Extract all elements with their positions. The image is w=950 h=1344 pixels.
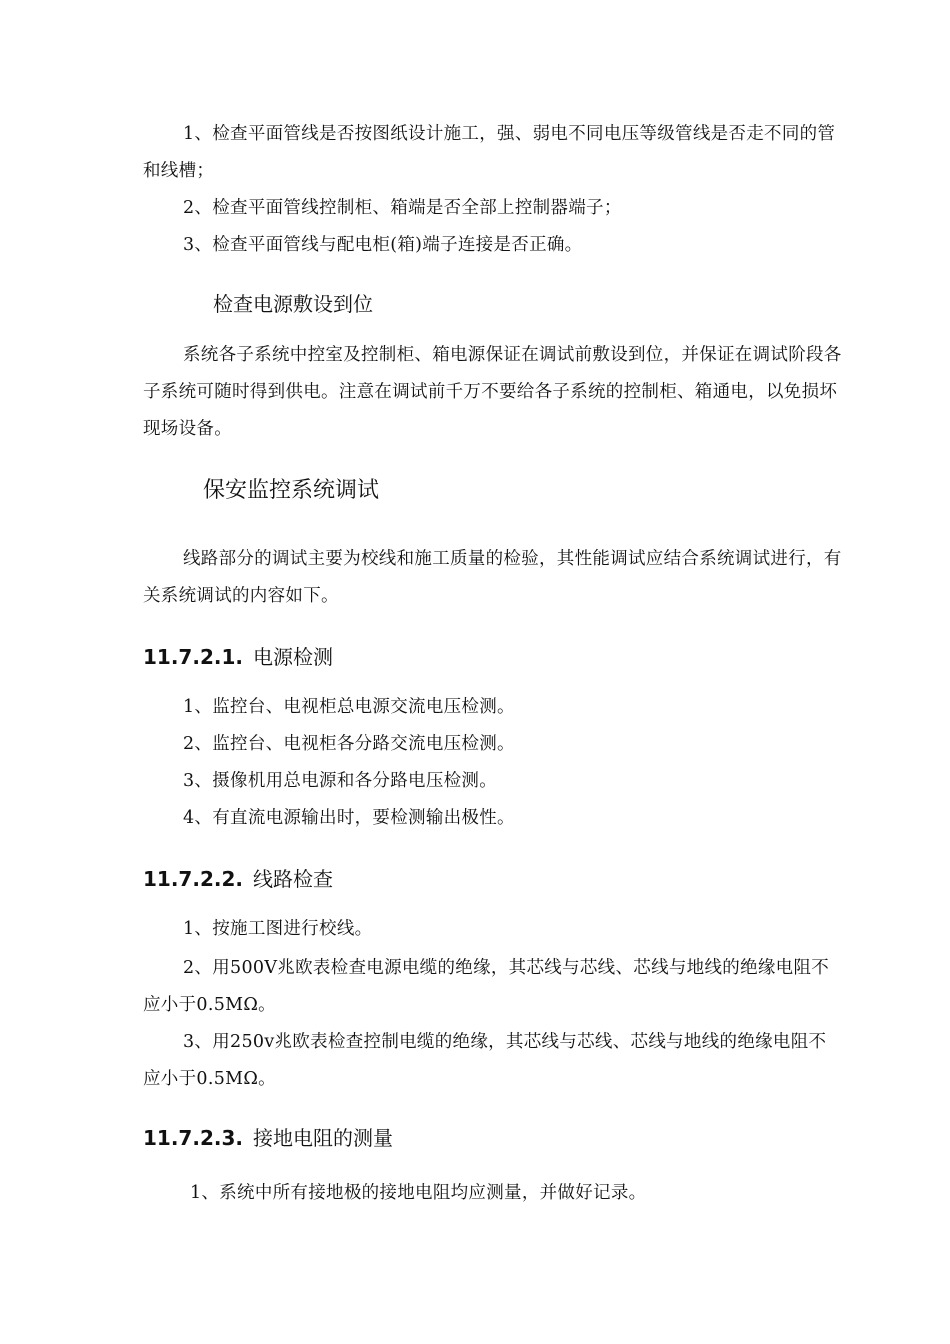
- section-number: 11.7.2.1.: [143, 645, 243, 669]
- list-item: 3、摄像机用总电源和各分路电压检测。: [183, 771, 498, 791]
- section-number: 11.7.2.2.: [143, 867, 243, 891]
- list-item: 3、用250v兆欧表检查控制电缆的绝缘，其芯线与芯线、芯线与地线的绝缘电阻不应小于0.5MΩ。: [143, 1032, 827, 1089]
- section-title: 接地电阻的测量: [252, 1126, 393, 1150]
- paragraph-security-debug: 线路部分的调试主要为校线和施工质量的检验，其性能调试应结合系统调试进行，有关系统调试的内容如下。: [143, 549, 842, 606]
- heading-power-laying: 检查电源敷设到位: [213, 292, 373, 316]
- list-item: 1、监控台、电视柜总电源交流电压检测。: [183, 697, 515, 717]
- list-item: 1、按施工图进行校线。: [183, 919, 373, 939]
- list-item: 2、监控台、电视柜各分路交流电压检测。: [183, 734, 515, 754]
- paragraph-check-distribution-terminal: 3、检查平面管线与配电柜(箱)端子连接是否正确。: [183, 235, 583, 255]
- heading-line-check: [143, 864, 333, 894]
- section-title: 电源检测: [252, 645, 333, 669]
- list-item: 4、有直流电源输出时，要检测输出极性。: [183, 808, 515, 828]
- heading-power-detection: [143, 642, 333, 672]
- list-item: 2、用500V兆欧表检查电源电缆的绝缘，其芯线与芯线、芯线与地线的绝缘电阻不应小于0.5MΩ。: [143, 958, 830, 1015]
- section-number: 11.7.2.3.: [143, 1126, 243, 1150]
- list-item: 1、系统中所有接地极的接地电阻均应测量，并做好记录。: [190, 1183, 647, 1203]
- paragraph-check-control-cabinet: 2、检查平面管线控制柜、箱端是否全部上控制器端子；: [183, 198, 622, 218]
- paragraph-power-laying: 系统各子系统中控室及控制柜、箱电源保证在调试前敷设到位，并保证在调试阶段各子系统可随时得到供电。注意在调试前千万不要给各子系统的控制柜、箱通电，以免损坏现场设备。: [143, 345, 842, 439]
- section-title: 线路检查: [252, 867, 333, 891]
- paragraph-check-pipeline-design: 1、检查平面管线是否按图纸设计施工，强、弱电不同电压等级管线是否走不同的管和线槽；: [143, 124, 836, 181]
- heading-security-debug: 保安监控系统调试: [203, 478, 380, 503]
- heading-ground-resistance: [143, 1123, 393, 1153]
